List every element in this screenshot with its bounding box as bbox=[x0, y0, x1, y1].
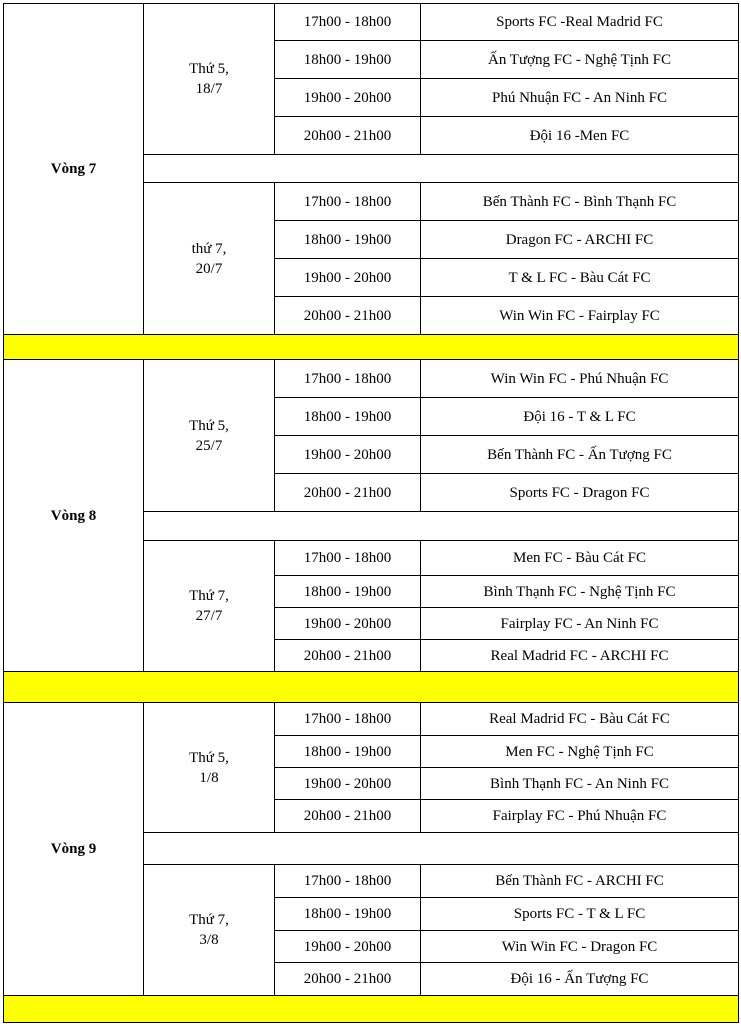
match-time: 20h00 - 21h00 bbox=[303, 971, 392, 987]
day-bottom-line bbox=[143, 511, 739, 512]
match-teams: Ấn Tượng FC - Nghệ Tịnh FC bbox=[487, 51, 672, 68]
round-separator-band bbox=[3, 335, 738, 359]
match-teams: Real Madrid FC - ARCHI FC bbox=[490, 647, 669, 664]
band-border-right bbox=[738, 995, 739, 1023]
match-teams: Đội 16 -Men FC bbox=[529, 127, 630, 144]
match-time: 17h00 - 18h00 bbox=[303, 193, 392, 210]
match-time: 18h00 - 19h00 bbox=[303, 408, 392, 425]
match-teams: Win Win FC - Dragon FC bbox=[501, 938, 658, 955]
day-label: Thứ 5, 25/7 bbox=[189, 417, 229, 454]
match-time: 18h00 - 19h00 bbox=[303, 583, 392, 600]
round-border-right bbox=[738, 702, 739, 996]
round-label: Vòng 7 bbox=[50, 161, 97, 177]
match-time: 17h00 - 18h00 bbox=[303, 370, 392, 387]
match-teams: Win Win FC - Phú Nhuận FC bbox=[490, 370, 669, 387]
match-teams: Dragon FC - ARCHI FC bbox=[505, 231, 654, 248]
match-time: 17h00 - 18h00 bbox=[303, 711, 392, 727]
band-border-left bbox=[3, 995, 4, 1023]
match-time: 19h00 - 20h00 bbox=[303, 615, 392, 632]
match-teams: Bình Thạnh FC - Nghệ Tịnh FC bbox=[483, 583, 676, 600]
round-label: Vòng 9 bbox=[50, 841, 97, 857]
match-time: 20h00 - 21h00 bbox=[303, 647, 392, 664]
match-teams: Đội 16 - T & L FC bbox=[523, 408, 636, 425]
match-time: 20h00 - 21h00 bbox=[303, 808, 392, 824]
day-bottom-line bbox=[143, 154, 739, 155]
match-time: 19h00 - 20h00 bbox=[303, 446, 392, 463]
match-teams: Sports FC -Real Madrid FC bbox=[496, 14, 663, 30]
match-teams: Bến Thành FC - Ấn Tượng FC bbox=[487, 446, 672, 463]
match-teams: Sports FC - Dragon FC bbox=[509, 484, 650, 501]
day-label: Thứ 5, 18/7 bbox=[189, 61, 229, 97]
match-teams: Men FC - Bàu Cát FC bbox=[513, 550, 646, 566]
round-separator-band bbox=[3, 996, 738, 1022]
round-top-line bbox=[3, 3, 739, 4]
match-time: 18h00 - 19h00 bbox=[303, 743, 392, 760]
day-label: Thứ 5, 1/8 bbox=[189, 749, 229, 786]
round-separator-band bbox=[3, 672, 738, 702]
match-time: 17h00 - 18h00 bbox=[303, 873, 392, 889]
match-teams: Bến Thành FC - Bình Thạnh FC bbox=[482, 193, 677, 210]
day-label: Thứ 7, 27/7 bbox=[189, 588, 229, 624]
band-bottom-line bbox=[3, 702, 739, 703]
match-time: 19h00 - 20h00 bbox=[303, 89, 392, 106]
match-time: 19h00 - 20h00 bbox=[303, 269, 392, 286]
match-time: 18h00 - 19h00 bbox=[303, 906, 392, 922]
match-time: 18h00 - 19h00 bbox=[303, 51, 392, 68]
band-border-left bbox=[3, 671, 4, 703]
match-time: 19h00 - 20h00 bbox=[303, 775, 392, 792]
match-teams: Sports FC - T & L FC bbox=[513, 906, 646, 922]
round-border-right bbox=[738, 3, 739, 335]
match-time: 20h00 - 21h00 bbox=[303, 127, 392, 144]
match-teams: Đội 16 - Ấn Tượng FC bbox=[510, 971, 649, 987]
match-teams: Real Madrid FC - Bàu Cát FC bbox=[489, 711, 670, 727]
band-border-left bbox=[3, 334, 4, 360]
match-teams: Fairplay FC - Phú Nhuận FC bbox=[492, 808, 667, 824]
match-time: 20h00 - 21h00 bbox=[303, 484, 392, 501]
round-label: Vòng 8 bbox=[50, 507, 97, 524]
match-teams: Fairplay FC - An Ninh FC bbox=[500, 615, 659, 632]
band-bottom-line bbox=[3, 1022, 739, 1023]
match-teams: Win Win FC - Fairplay FC bbox=[499, 307, 660, 324]
day-label: thứ 7, 20/7 bbox=[191, 240, 227, 277]
match-time: 17h00 - 18h00 bbox=[303, 14, 392, 30]
match-teams: Bình Thạnh FC - An Ninh FC bbox=[490, 775, 669, 792]
match-teams: Men FC - Nghệ Tịnh FC bbox=[505, 743, 654, 760]
round-border-right bbox=[738, 359, 739, 672]
band-border-right bbox=[738, 671, 739, 703]
match-time: 19h00 - 20h00 bbox=[303, 938, 392, 955]
band-border-right bbox=[738, 334, 739, 360]
match-time: 20h00 - 21h00 bbox=[303, 307, 392, 324]
match-teams: Phú Nhuận FC - An Ninh FC bbox=[491, 89, 668, 106]
match-teams: Bến Thành FC - ARCHI FC bbox=[495, 873, 664, 889]
band-bottom-line bbox=[3, 359, 739, 360]
match-time: 17h00 - 18h00 bbox=[303, 550, 392, 566]
match-time: 18h00 - 19h00 bbox=[303, 231, 392, 248]
day-label: Thứ 7, 3/8 bbox=[189, 912, 229, 948]
day-bottom-line bbox=[143, 832, 739, 833]
match-teams: T & L FC - Bàu Cát FC bbox=[508, 269, 651, 286]
